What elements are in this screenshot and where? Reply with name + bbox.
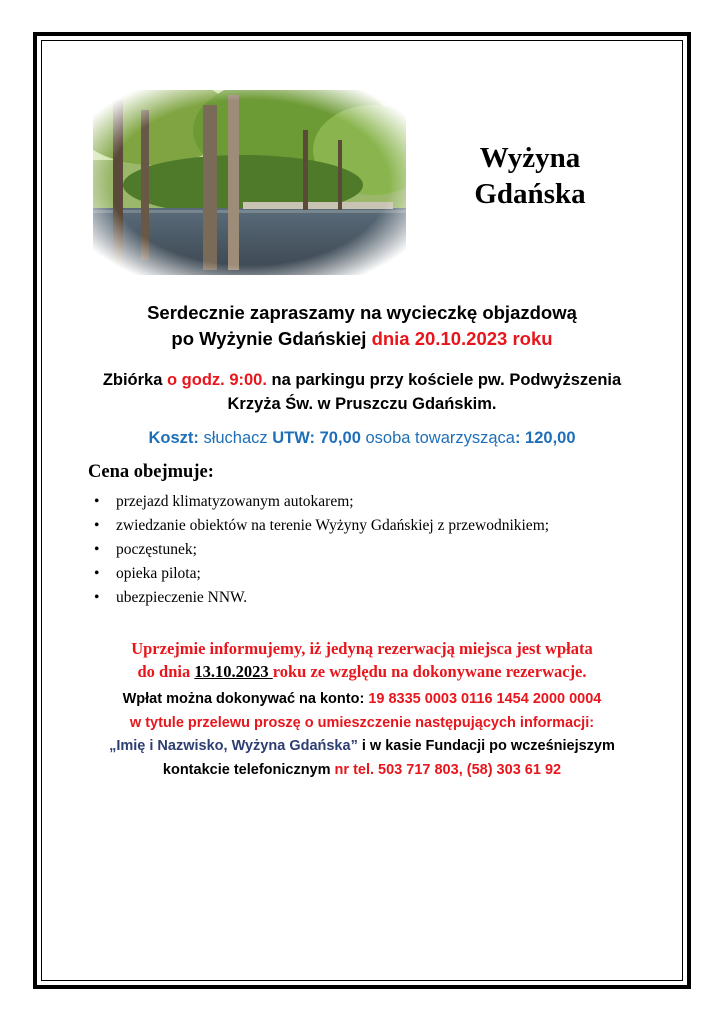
title-line-2: Gdańska <box>474 178 586 210</box>
notice-line-1: Uprzejmie informujemy, iż jedyną rezerwacją miejsca jest wpłata <box>131 639 593 658</box>
meeting-line-1 <box>60 368 664 392</box>
cost-info <box>60 427 664 449</box>
meeting-place-2: Krzyża Św. w Pruszczu Gdańskim. <box>227 395 497 413</box>
account-number: 19 8335 0003 0116 1454 2000 0004 <box>368 691 602 707</box>
bullet-icon: • <box>94 493 100 510</box>
cost-label: Koszt: <box>148 429 199 447</box>
notice-after: roku ze względu na dokonywane rezerwacje. <box>272 662 587 681</box>
invitation-text: po Wyżynie Gdańskiej <box>171 328 372 349</box>
companion-label: osoba towarzysząca <box>360 429 515 447</box>
payment-line-1 <box>60 688 664 712</box>
deadline-date: 13.10.2023 <box>194 662 273 681</box>
transfer-title: „Imię i Nazwisko, Wyżyna Gdańska” <box>109 738 358 754</box>
park-lake-photo <box>93 90 406 275</box>
trip-date: dnia 20.10.2023 roku <box>371 328 553 349</box>
price-heading: Cena obejmuje: <box>88 462 214 482</box>
page-title <box>455 140 605 212</box>
notice-line-2 <box>60 660 664 683</box>
companion-colon: : <box>514 429 521 447</box>
payment-text: Wpłat można dokonywać na konto: <box>122 691 369 707</box>
companion-price: 120,00 <box>520 429 576 447</box>
member-org: UTW: <box>272 429 316 447</box>
list-item-text: opieka pilota; <box>116 565 201 582</box>
reservation-notice <box>60 637 664 683</box>
list-item-text: zwiedzanie obiektów na terenie Wyżyny Gdańskiej z przewodnikiem; <box>116 517 550 534</box>
list-item <box>94 586 549 610</box>
notice-before: do dnia <box>137 662 195 681</box>
payment-line-4-text: kontakcie telefonicznym <box>162 761 335 778</box>
meeting-place-1: na parkingu przy kościele pw. Podwyższenia <box>266 371 622 389</box>
cost-line <box>60 427 664 449</box>
list-item <box>94 514 549 538</box>
phone-numbers: nr tel. 503 717 803, (58) 303 61 92 <box>334 761 562 778</box>
payment-line-4 <box>60 759 664 783</box>
bullet-icon: • <box>94 589 100 606</box>
list-item <box>94 538 549 562</box>
member-price: 70,00 <box>315 429 361 447</box>
bullet-icon: • <box>94 517 100 534</box>
meeting-info <box>60 368 664 416</box>
list-item <box>94 490 549 514</box>
meeting-word: Zbiórka <box>102 371 167 389</box>
list-item-text: poczęstunek; <box>116 541 197 558</box>
payment-line-3-text: i w kasie Fundacji po wcześniejszym <box>357 738 615 754</box>
payment-info <box>60 688 664 782</box>
price-list <box>94 490 549 610</box>
invitation <box>60 300 664 352</box>
list-item-text: przejazd klimatyzowanym autokarem; <box>116 493 354 510</box>
invitation-line-1: Serdecznie zapraszamy na wycieczkę objazdową <box>147 302 577 323</box>
payment-line-3 <box>60 735 664 759</box>
list-item <box>94 562 549 586</box>
member-label: słuchacz <box>198 429 273 447</box>
bullet-icon: • <box>94 565 100 582</box>
list-item-text: ubezpieczenie NNW. <box>116 589 248 606</box>
invitation-line-2 <box>60 326 664 352</box>
meeting-time: o godz. 9:00. <box>167 371 267 389</box>
payment-line-2: w tytule przelewu proszę o umieszczenie następujących informacji: <box>129 714 595 731</box>
title-line-1: Wyżyna <box>479 142 581 174</box>
bullet-icon: • <box>94 541 100 558</box>
